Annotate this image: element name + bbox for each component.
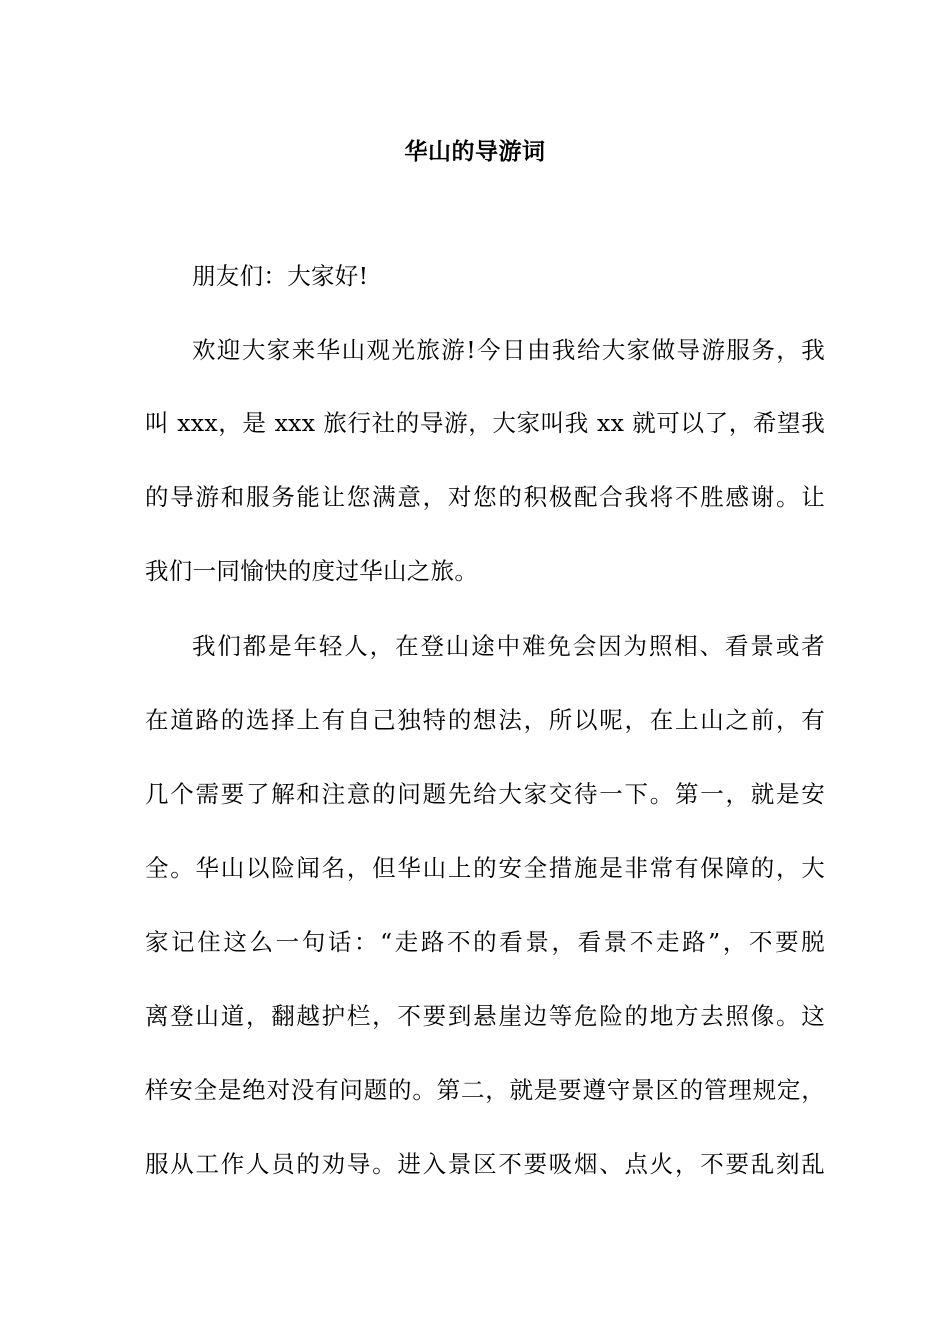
text-line: 我们都是年轻人，在登山途中难免会因为照相、看景或者: [192, 632, 825, 660]
text-line: 样安全是绝对没有问题的。第二，就是要遵守景区的管理规定，: [145, 1076, 825, 1104]
text-line: 叫 xxx，是 xxx 旅行社的导游，大家叫我 xx 就可以了，希望我: [145, 409, 825, 437]
text-line: 全。华山以险闻名，但华山上的安全措施是非常有保障的，大: [145, 854, 825, 882]
text-line: 服从工作人员的劝导。进入景区不要吸烟、点火，不要乱刻乱: [145, 1150, 825, 1178]
text-line: 几个需要了解和注意的问题先给大家交待一下。第一，就是安: [145, 780, 825, 808]
text-line: 离登山道，翻越护栏，不要到悬崖边等危险的地方去照像。这: [145, 1002, 825, 1030]
text-line: 欢迎大家来华山观光旅游!今日由我给大家做导游服务，我: [192, 336, 825, 364]
document-title: 华山的导游词: [404, 139, 546, 165]
text-line: 在道路的选择上有自己独特的想法，所以呢，在上山之前，有: [145, 706, 825, 734]
text-line-greeting: 朋友们：大家好!: [192, 262, 369, 290]
text-line: 的导游和服务能让您满意，对您的积极配合我将不胜感谢。让: [145, 483, 825, 511]
text-line: 我们一同愉快的度过华山之旅。: [145, 557, 479, 585]
text-line: 家记住这么一句话：“走路不的看景，看景不走路”，不要脱: [145, 928, 825, 956]
